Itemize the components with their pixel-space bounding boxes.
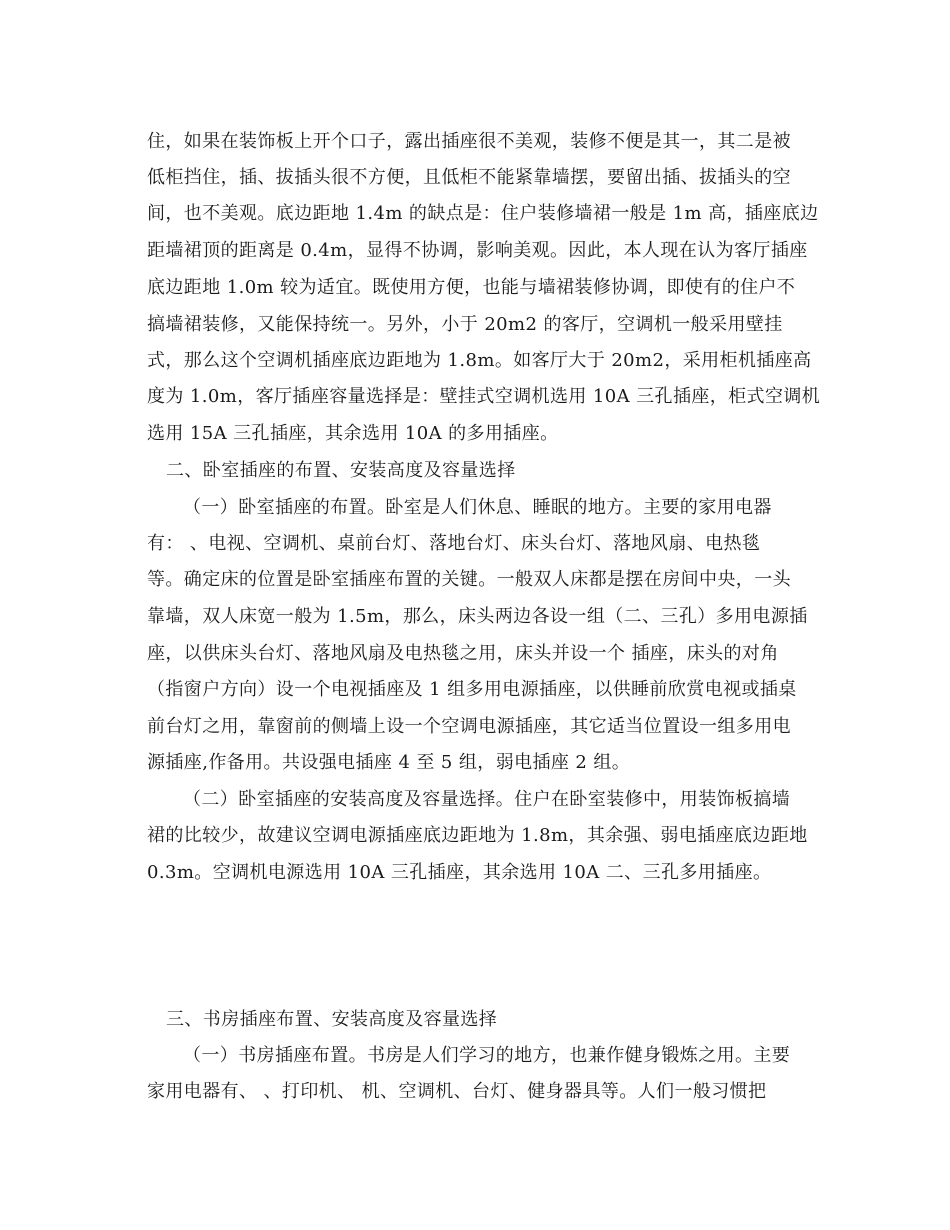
text-line: 靠墙，双人床宽一般为 1.5m，那么，床头两边各设一组（二、三孔）多用电源插 — [147, 606, 808, 627]
text-line: 式，那么这个空调机插座底边距地为 1.8m。如客厅大于 20m2，采用柜机插座高 — [147, 350, 812, 371]
section-heading-bedroom: 二、卧室插座的布置、安装高度及容量选择 — [166, 460, 516, 481]
text-line: 底边距地 1.0m 较为适宜。既使用方便，也能与墙裙装修协调，即使有的住户不 — [147, 277, 796, 298]
text-line: 裙的比较少，故建议空调电源插座底边距地为 1.8m，其余强、弱电插座底边距地 — [147, 825, 808, 846]
text-line: 有： 、电视、空调机、桌前台灯、落地台灯、床头台灯、落地风扇、电热毯 — [147, 533, 761, 554]
text-line: 低柜挡住，插、拔插头很不方便，且低柜不能紧靠墙摆，要留出插、拔插头的空 — [147, 167, 791, 188]
text-line: 家用电器有、 、打印机、 机、空调机、台灯、健身器具等。人们一般习惯把 — [147, 1081, 767, 1102]
text-line: 选用 15A 三孔插座，其余选用 10A 的多用插座。 — [147, 423, 559, 444]
paragraph-first-line: （二）卧室插座的安装高度及容量选择。住户在卧室装修中，用装饰板搞墙 — [183, 789, 791, 810]
text-line: （指窗户方向）设一个电视插座及 1 组多用电源插座，以供睡前欣赏电视或插桌 — [147, 679, 797, 700]
text-line: 座，以供床头台灯、落地风扇及电热毯之用，床头并设一个 插座，床头的对角 — [147, 643, 779, 664]
text-line: 住，如果在装饰板上开个口子，露出插座很不美观，装修不便是其一，其二是被 — [147, 131, 791, 152]
paragraph-first-line: （一）书房插座布置。书房是人们学习的地方，也兼作健身锻炼之用。主要 — [183, 1045, 791, 1066]
text-line: 等。确定床的位置是卧室插座布置的关键。一般双人床都是摆在房间中央，一头 — [147, 569, 791, 590]
text-line: 0.3m。空调机电源选用 10A 三孔插座，其余选用 10A 二、三孔多用插座。 — [147, 862, 772, 883]
text-line: 源插座,作备用。共设强电插座 4 至 5 组，弱电插座 2 组。 — [147, 752, 631, 773]
text-line: 前台灯之用，靠窗前的侧墙上设一个空调电源插座，其它适当位置设一组多用电 — [147, 716, 791, 737]
text-line: 度为 1.0m，客厅插座容量选择是：壁挂式空调机选用 10A 三孔插座，柜式空调机 — [147, 386, 821, 407]
section-heading-study: 三、书房插座布置、安装高度及容量选择 — [166, 1009, 498, 1030]
paragraph-first-line: （一）卧室插座的布置。卧室是人们休息、睡眠的地方。主要的家用电器 — [183, 497, 772, 518]
text-line: 距墙裙顶的距离是 0.4m，显得不协调，影响美观。因此，本人现在认为客厅插座 — [147, 240, 808, 261]
text-line: 搞墙裙装修，又能保持统一。另外，小于 20m2 的客厅，空调机一般采用壁挂 — [147, 314, 783, 335]
text-line: 间，也不美观。底边距地 1.4m 的缺点是：住户装修墙裙一般是 1m 高，插座底边 — [147, 203, 819, 224]
